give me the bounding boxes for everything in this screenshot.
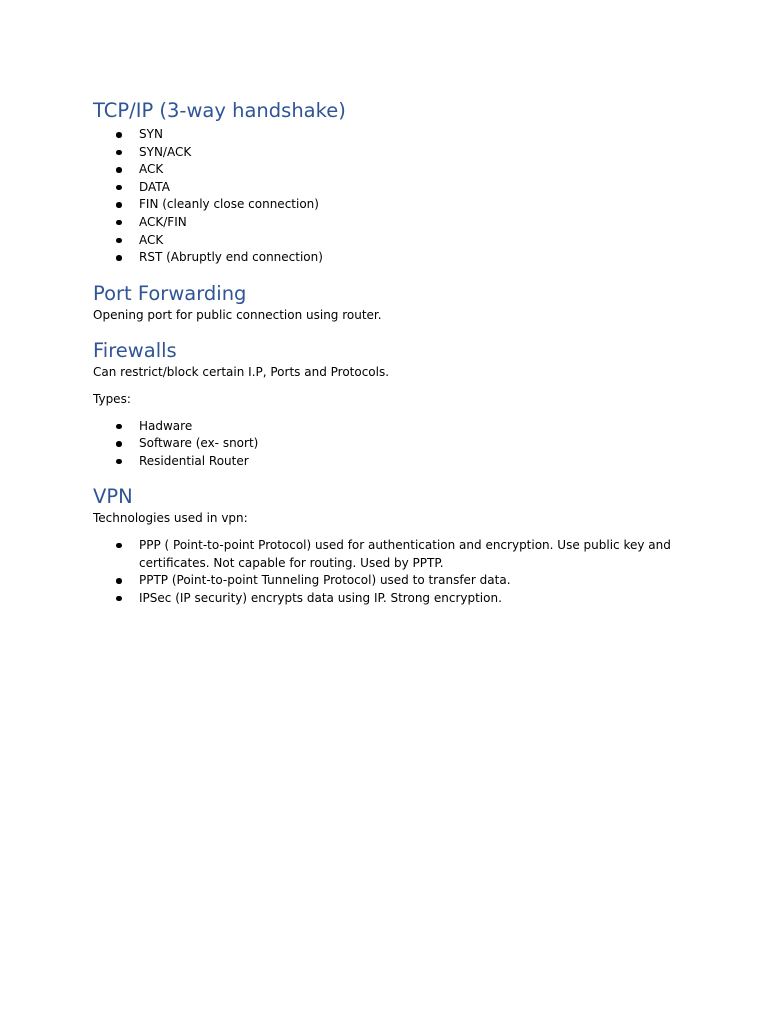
list-item: DATA xyxy=(93,179,693,197)
vpn-list xyxy=(93,537,693,607)
vpn-heading: VPN xyxy=(93,485,133,509)
firewalls-list xyxy=(93,418,693,471)
list-item: ACK xyxy=(93,232,693,250)
firewalls-heading: Firewalls xyxy=(93,339,177,363)
document-page xyxy=(93,98,693,607)
list-item: RST (Abruptly end connection) xyxy=(93,249,693,267)
port-forwarding-heading: Port Forwarding xyxy=(93,281,247,305)
list-item: ACK xyxy=(93,161,693,179)
list-item: Residential Router xyxy=(93,453,693,471)
list-item: SYN/ACK xyxy=(93,144,693,162)
list-item: Hadware xyxy=(93,418,693,436)
list-item: SYN xyxy=(93,126,693,144)
vpn-text: Technologies used in vpn: xyxy=(93,511,248,526)
tcp-heading: TCP/IP (3-way handshake) xyxy=(93,99,346,122)
list-item: FIN (cleanly close connection) xyxy=(93,196,693,214)
list-item: PPTP (Point-to-point Tunneling Protocol) used to transfer data. xyxy=(93,572,693,590)
tcp-list xyxy=(93,126,693,267)
list-item: IPSec (IP security) encrypts data using IP. Strong encryption. xyxy=(93,590,693,608)
firewalls-types-label: Types: xyxy=(93,391,131,406)
list-item: Software (ex- snort) xyxy=(93,435,693,453)
list-item: ACK/FIN xyxy=(93,214,693,232)
port-forwarding-text: Opening port for public connection using router. xyxy=(93,307,382,322)
firewalls-text: Can restrict/block certain I.P, Ports and Protocols. xyxy=(93,365,390,380)
list-item: PPP ( Point-to-point Protocol) used for authentication and encryption. Use public key and certificates. Not capable for routing. Used by PPTP. xyxy=(93,537,693,572)
